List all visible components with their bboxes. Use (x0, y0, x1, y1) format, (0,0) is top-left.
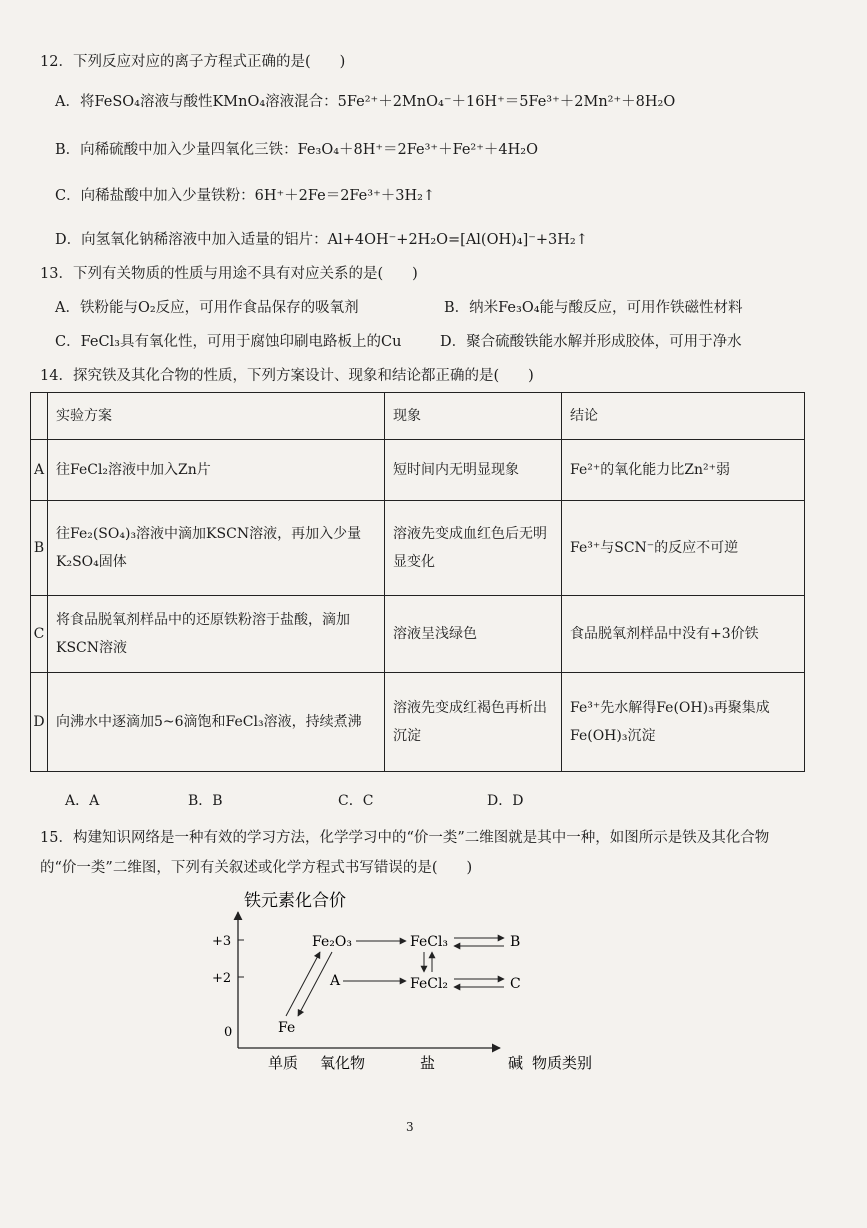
node-fe2o3: Fe₂O₃ (312, 934, 352, 950)
row-plan: 往FeCl₂溶液中加入Zn片 (48, 440, 385, 501)
table-row (31, 596, 805, 673)
x-tick: 碱 (508, 1054, 524, 1072)
row-label: B (31, 501, 48, 596)
q14-answer-c: C．C (338, 793, 374, 809)
q13-title: 13．下列有关物质的性质与用途不具有对应关系的是( ) (40, 266, 418, 282)
x-tick: 氧化物 (320, 1054, 366, 1072)
q12-option-a: A．将FeSO₄溶液与酸性KMnO₄溶液混合：5Fe²⁺＋2MnO₄⁻＋16H⁺＝5Fe³⁺＋2Mn²⁺＋8H₂O (55, 94, 676, 110)
row-plan: 往Fe₂(SO₄)₃溶液中滴加KSCN溶液，再加入少量K₂SO₄固体 (48, 501, 385, 596)
row-observation: 溶液先变成红褐色再析出沉淀 (385, 673, 562, 772)
row-conclusion: Fe²⁺的氧化能力比Zn²⁺弱 (562, 440, 805, 501)
q13-option-a: A．铁粉能与O₂反应，可用作食品保存的吸氧剂 (55, 300, 359, 316)
row-conclusion: 食品脱氧剂样品中没有+3价铁 (562, 596, 805, 673)
node-fe: Fe (278, 1020, 296, 1036)
q12-option-c: C．向稀盐酸中加入少量铁粉：6H⁺＋2Fe＝2Fe³⁺＋3H₂↑ (55, 188, 436, 204)
x-tick: 盐 (420, 1054, 436, 1072)
row-conclusion: Fe³⁺先水解得Fe(OH)₃再聚集成Fe(OH)₃沉淀 (562, 673, 805, 772)
table-header-plan: 实验方案 (48, 393, 385, 440)
y-tick: +3 (212, 934, 232, 949)
node-fecl3: FeCl₃ (410, 934, 449, 950)
q14-answer-d: D．D (487, 793, 524, 809)
page-number: 3 (406, 1120, 414, 1134)
q14-answer-b: B．B (188, 793, 223, 809)
table-header-blank (31, 393, 48, 440)
x-axis-label: 物质类别 (532, 1054, 593, 1072)
row-label: C (31, 596, 48, 673)
y-tick: 0 (224, 1025, 233, 1040)
row-plan: 将食品脱氧剂样品中的还原铁粉溶于盐酸，滴加KSCN溶液 (48, 596, 385, 673)
q15-line1: 15．构建知识网络是一种有效的学习方法，化学学习中的“价一类”二维图就是其中一种，如图所示是铁及其化合物 (40, 830, 770, 846)
table-row (31, 440, 805, 501)
q12-option-d: D．向氢氧化钠稀溶液中加入适量的铝片：Al+4OH⁻+2H₂O=[Al(OH)₄]⁻+3H₂↑ (55, 232, 588, 248)
q12-option-b: B．向稀硫酸中加入少量四氧化三铁：Fe₃O₄＋8H⁺＝2Fe³⁺＋Fe²⁺＋4H₂O (55, 142, 538, 158)
node-c: C (510, 976, 521, 992)
y-tick: +2 (212, 971, 232, 986)
q14-experiment-table (30, 392, 805, 772)
y-axis-label: 铁元素化合价 (244, 891, 346, 911)
q15-line2: 的“价一类”二维图，下列有关叙述或化学方程式书写错误的是( ) (40, 860, 473, 876)
q13-option-c: C．FeCl₃具有氧化性，可用于腐蚀印刷电路板上的Cu (55, 334, 402, 350)
row-observation: 溶液先变成血红色后无明显变化 (385, 501, 562, 596)
valence-class-diagram (210, 880, 630, 1080)
node-fecl2: FeCl₂ (410, 976, 449, 992)
row-conclusion: Fe³⁺与SCN⁻的反应不可逆 (562, 501, 805, 596)
table-header-row (31, 393, 805, 440)
q13-option-b: B．纳米Fe₃O₄能与酸反应，可用作铁磁性材料 (444, 300, 743, 316)
table-row (31, 673, 805, 772)
x-tick: 单质 (268, 1054, 299, 1072)
node-a: A (330, 973, 341, 989)
row-label: D (31, 673, 48, 772)
q14-answer-a: A．A (65, 793, 100, 809)
node-b: B (510, 934, 521, 950)
row-observation: 溶液呈浅绿色 (385, 596, 562, 673)
row-label: A (31, 440, 48, 501)
table-row (31, 501, 805, 596)
q13-option-d: D．聚合硫酸铁能水解并形成胶体，可用于净水 (440, 334, 742, 350)
table-header-observation: 现象 (385, 393, 562, 440)
q12-title: 12．下列反应对应的离子方程式正确的是( ) (40, 54, 346, 70)
row-plan: 向沸水中逐滴加5~6滴饱和FeCl₃溶液，持续煮沸 (48, 673, 385, 772)
row-observation: 短时间内无明显现象 (385, 440, 562, 501)
q14-title: 14．探究铁及其化合物的性质，下列方案设计、现象和结论都正确的是( ) (40, 368, 534, 384)
table-header-conclusion: 结论 (562, 393, 805, 440)
